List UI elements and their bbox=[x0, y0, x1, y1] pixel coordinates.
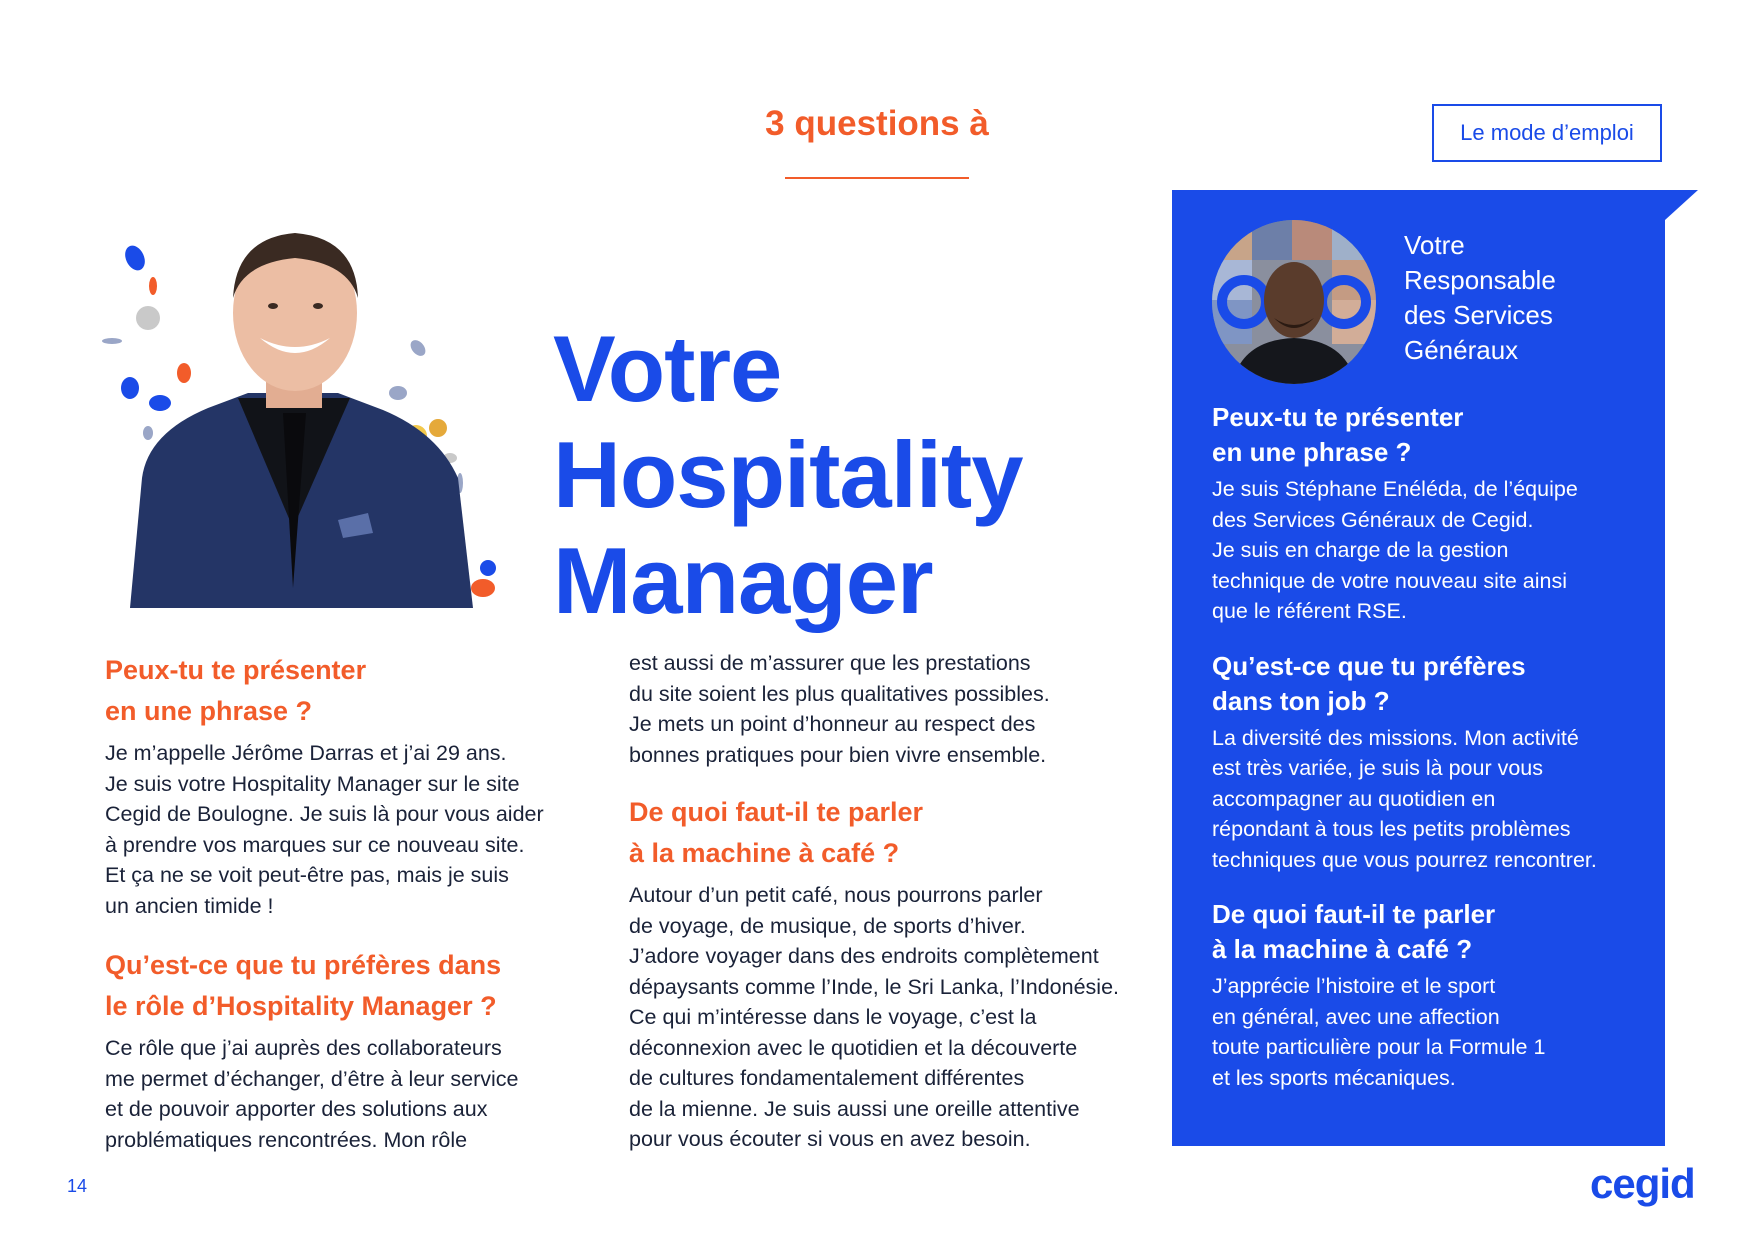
section-title-underline bbox=[785, 177, 969, 179]
confetti-dot bbox=[177, 363, 191, 383]
question-line: Peux-tu te présenter bbox=[105, 655, 367, 685]
panel-corner-tab bbox=[1655, 190, 1698, 220]
panel-answer-coffee bbox=[1212, 971, 1652, 1093]
question-coffee bbox=[629, 792, 1129, 874]
answer-coffee bbox=[629, 880, 1129, 1155]
answer-line: techniques que vous pourrez rencontrer. bbox=[1212, 847, 1597, 872]
answer-line: que le référent RSE. bbox=[1212, 599, 1407, 623]
question-line: en une phrase ? bbox=[105, 696, 313, 726]
answer-line: est aussi de m’assurer que les prestations bbox=[629, 651, 1031, 675]
question-line: à la machine à café ? bbox=[1212, 934, 1473, 964]
panel-question-coffee bbox=[1212, 897, 1652, 967]
role-title-line: Votre bbox=[1404, 230, 1465, 260]
role-title-line: Responsable bbox=[1404, 265, 1556, 295]
panel-question-presentation bbox=[1212, 400, 1652, 470]
answer-line: Je m’appelle Jérôme Darras et j’ai 29 ans. bbox=[105, 741, 507, 765]
answer-line: est très variée, je suis là pour vous bbox=[1212, 756, 1544, 780]
page-number: 14 bbox=[67, 1176, 88, 1196]
answer-line: et les sports mécaniques. bbox=[1212, 1065, 1456, 1090]
hospitality-manager-photo bbox=[88, 228, 508, 608]
main-title-line: Manager bbox=[553, 528, 933, 633]
mode-emploi-button[interactable]: Le mode d’emploi bbox=[1432, 104, 1662, 162]
question-prefers bbox=[105, 945, 605, 1027]
answer-line: répondant à tous les petits problèmes bbox=[1212, 817, 1571, 841]
panel-answer-prefers bbox=[1212, 723, 1652, 876]
answer-line: Je suis Stéphane Enéléda, de l’équipe bbox=[1212, 477, 1578, 501]
answer-line: de la mienne. Je suis aussi une oreille attentive bbox=[629, 1096, 1080, 1121]
answer-presentation bbox=[105, 738, 605, 921]
confetti-dot bbox=[121, 242, 148, 273]
answer-line: de voyage, de musique, de sports d’hiver. bbox=[629, 913, 1026, 938]
answer-line: bonnes pratiques pour bien vivre ensemble. bbox=[629, 742, 1047, 767]
confetti-dot bbox=[429, 419, 447, 437]
article-column-1 bbox=[105, 650, 605, 1155]
answer-line: La diversité des missions. Mon activité bbox=[1212, 725, 1579, 750]
answer-prefers bbox=[105, 1033, 605, 1155]
answer-line: Je suis votre Hospitality Manager sur le site bbox=[105, 771, 520, 796]
question-line: De quoi faut-il te parler bbox=[629, 797, 924, 827]
answer-line: J’apprécie l’histoire et le sport bbox=[1212, 974, 1496, 998]
role-title-line: des Services bbox=[1404, 300, 1553, 330]
answer-line: J’adore voyager dans des endroits complètement bbox=[629, 944, 1099, 968]
services-role-title bbox=[1404, 228, 1556, 368]
answer-line: toute particulière pour la Formule 1 bbox=[1212, 1035, 1546, 1059]
answer-line: accompagner au quotidien en bbox=[1212, 786, 1496, 811]
answer-prefers-continued bbox=[629, 648, 1129, 770]
answer-line: Je suis en charge de la gestion bbox=[1212, 538, 1509, 562]
answer-line: en général, avec une affection bbox=[1212, 1004, 1500, 1029]
cegid-logo: cegid bbox=[1590, 1160, 1695, 1207]
main-title bbox=[553, 316, 1023, 634]
confetti-dot bbox=[102, 338, 122, 344]
question-line: à la machine à café ? bbox=[629, 838, 900, 868]
answer-line: Ce rôle que j’ai auprès des collaborateurs bbox=[105, 1036, 502, 1060]
answer-line: Ce qui m’intéresse dans le voyage, c’est la bbox=[629, 1005, 1037, 1029]
confetti-dot bbox=[149, 277, 157, 295]
question-line: Peux-tu te présenter bbox=[1212, 402, 1464, 432]
answer-line: problématiques rencontrées. Mon rôle bbox=[105, 1127, 468, 1152]
answer-line: Autour d’un petit café, nous pourrons parler bbox=[629, 883, 1043, 907]
answer-line: technique de votre nouveau site ainsi bbox=[1212, 568, 1567, 593]
confetti-dot bbox=[149, 395, 171, 411]
answer-line: Et ça ne se voit peut-être pas, mais je suis bbox=[105, 863, 509, 887]
panel-question-prefers bbox=[1212, 649, 1652, 719]
question-line: en une phrase ? bbox=[1212, 437, 1412, 467]
role-title-line: Généraux bbox=[1404, 335, 1519, 365]
confetti-dot bbox=[408, 337, 429, 359]
answer-line: déconnexion avec le quotidien et la découverte bbox=[629, 1035, 1078, 1060]
question-line: dans ton job ? bbox=[1212, 685, 1390, 716]
services-manager-photo bbox=[1212, 220, 1376, 384]
question-line: Qu’est-ce que tu préfères bbox=[1212, 650, 1526, 681]
confetti-dot bbox=[143, 426, 153, 440]
answer-line: pour vous écouter si vous en avez besoin. bbox=[629, 1127, 1031, 1151]
answer-line: me permet d’échanger, d’être à leur service bbox=[105, 1066, 519, 1091]
answer-line: et de pouvoir apporter des solutions aux bbox=[105, 1097, 488, 1121]
answer-line: dépaysants comme l’Inde, le Sri Lanka, l’Indonésie. bbox=[629, 974, 1119, 999]
question-presentation bbox=[105, 650, 605, 732]
services-panel-content bbox=[1212, 400, 1652, 1093]
section-title: 3 questions à bbox=[765, 104, 989, 143]
answer-line: à prendre vos marques sur ce nouveau site. bbox=[105, 832, 525, 857]
confetti-dot bbox=[471, 579, 495, 597]
answer-line: Cegid de Boulogne. Je suis là pour vous aider bbox=[105, 802, 544, 826]
confetti-dot bbox=[121, 377, 139, 399]
confetti-dot bbox=[136, 306, 160, 330]
answer-line: un ancien timide ! bbox=[105, 893, 274, 918]
question-line: Qu’est-ce que tu préfères dans bbox=[105, 950, 502, 980]
main-title-line: Votre bbox=[553, 316, 782, 421]
answer-line: de cultures fondamentalement différentes bbox=[629, 1066, 1025, 1090]
panel-answer-presentation bbox=[1212, 474, 1652, 627]
answer-line: des Services Généraux de Cegid. bbox=[1212, 507, 1534, 532]
answer-line: du site soient les plus qualitatives possibles. bbox=[629, 681, 1050, 706]
answer-line: Je mets un point d’honneur au respect des bbox=[629, 712, 1036, 736]
confetti-dot bbox=[480, 560, 496, 576]
question-line: le rôle d’Hospitality Manager ? bbox=[105, 991, 497, 1021]
question-line: De quoi faut-il te parler bbox=[1212, 899, 1496, 929]
confetti-dot bbox=[389, 386, 407, 400]
main-title-line: Hospitality bbox=[553, 422, 1023, 527]
article-column-2 bbox=[629, 648, 1129, 1155]
